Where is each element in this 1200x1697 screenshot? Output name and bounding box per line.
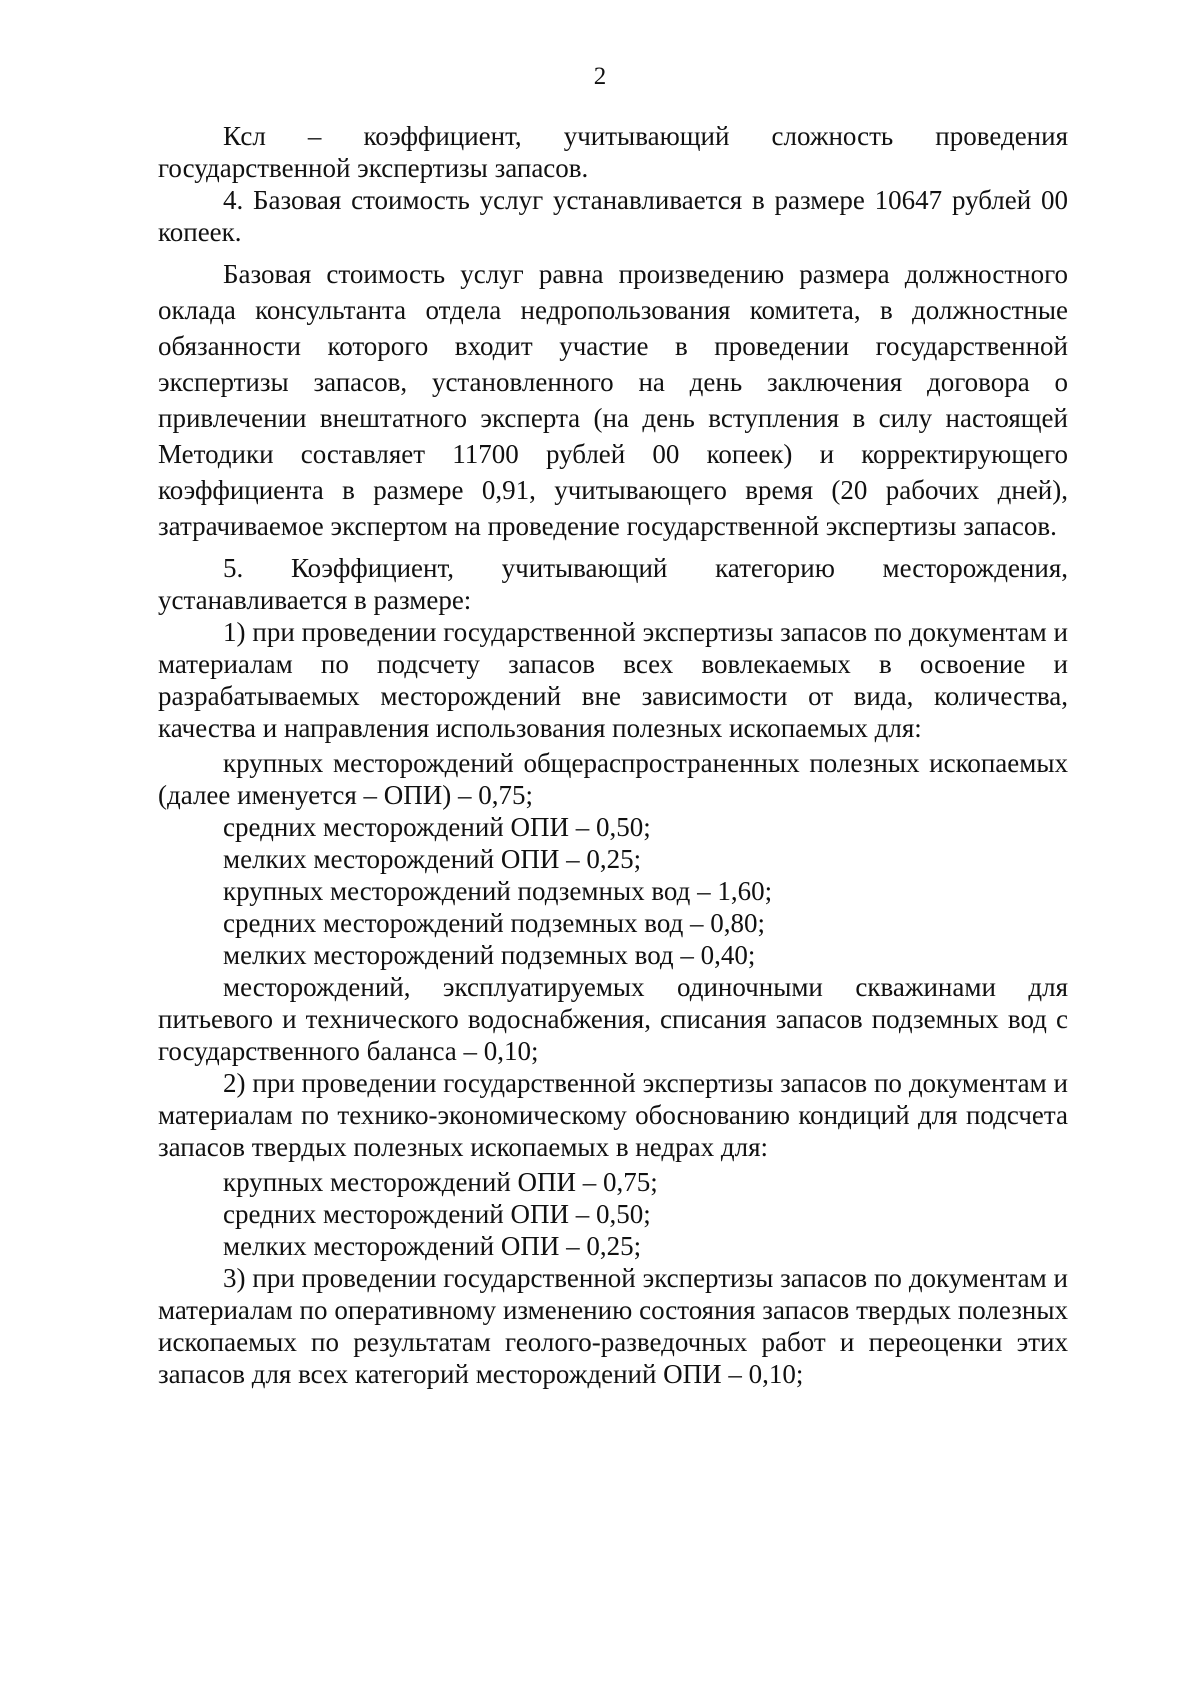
list-item: мелких месторождений подземных вод – 0,40; (223, 940, 756, 970)
list-item: крупных месторождений общераспространенных полезных ископаемых (далее именуется – ОПИ) – 0,75; (158, 748, 1068, 810)
paragraph-item-4: 4. Базовая стоимость услуг устанавливается в размере 10647 рублей 00 копеек. (158, 185, 1068, 247)
paragraph-subitem-1: 1) при проведении государственной экспертизы запасов по документам и материалам по подсчету запасов всех вовлекаемых в освоение и разрабатываемых месторождений вне зависимости от вида, количества, качества и направления использования полезных ископаемых для: (158, 617, 1068, 743)
document-body (158, 120, 1068, 1390)
paragraph-item-5: 5. Коэффициент, учитывающий категорию месторождения, устанавливается в размере: (158, 553, 1068, 615)
paragraph-base-cost: Базовая стоимость услуг равна произведению размера должностного оклада консультанта отдела недропользования комитета, в должностные обязанности которого входит участие в проведении государственной экспертизы запасов, установленного на день заключения договора о привлечении внештатного эксперта (на день вступления в силу настоящей Методики составляет 11700 рублей 00 копеек) и корректирующего коэффициента в размере 0,91, учитывающего время (20 рабочих дней), затрачиваемое экспертом на проведение государственной экспертизы запасов. (158, 259, 1068, 541)
list-item: крупных месторождений ОПИ – 0,75; (223, 1167, 658, 1197)
list-item: мелких месторождений ОПИ – 0,25; (223, 844, 642, 874)
paragraph-subitem-3: 3) при проведении государственной экспертизы запасов по документам и материалам по оперативному изменению состояния запасов твердых полезных ископаемых по результатам геолого-разведочных работ и переоценки этих запасов для всех категорий месторождений ОПИ – 0,10; (158, 1263, 1068, 1389)
list-item: средних месторождений ОПИ – 0,50; (223, 812, 651, 842)
list-item: средних месторождений ОПИ – 0,50; (223, 1199, 651, 1229)
paragraph-subitem-2: 2) при проведении государственной экспертизы запасов по документам и материалам по технико-экономическому обоснованию кондиций для подсчета запасов твердых полезных ископаемых в недрах для: (158, 1068, 1068, 1162)
list-item: крупных месторождений подземных вод – 1,60; (223, 876, 773, 906)
paragraph-ksl-definition: Ксл – коэффициент, учитывающий сложность проведения государственной экспертизы запасов. (158, 121, 1068, 183)
list-item: месторождений, эксплуатируемых одиночными скважинами для питьевого и технического водоснабжения, списания запасов подземных вод с государственного баланса – 0,10; (158, 972, 1068, 1066)
page-number: 2 (593, 63, 607, 90)
list-item: средних месторождений подземных вод – 0,80; (223, 908, 766, 938)
list-item: мелких месторождений ОПИ – 0,25; (223, 1231, 642, 1261)
